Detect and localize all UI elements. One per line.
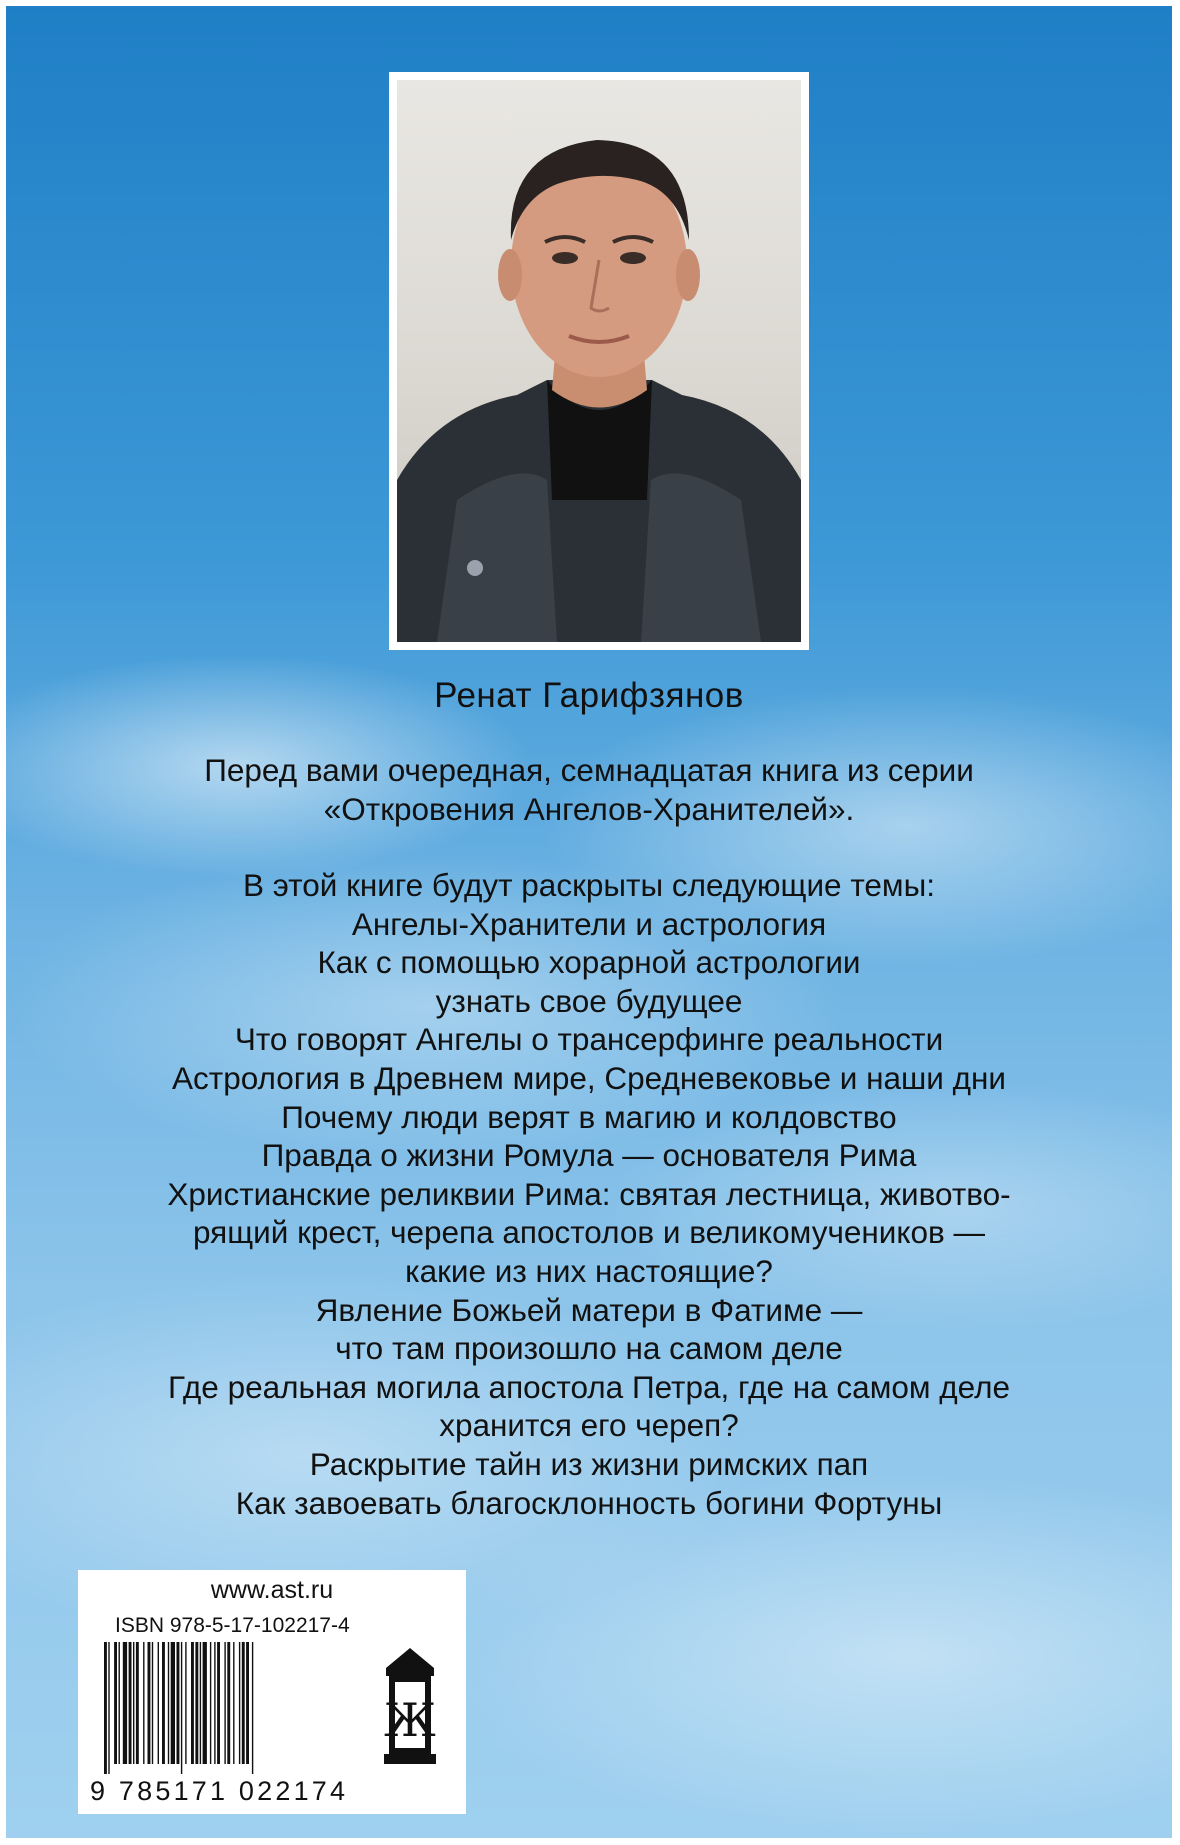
topic-line: Явление Божьей матери в Фатиме —: [315, 1291, 863, 1328]
barcode-bar: [227, 1642, 230, 1764]
topics-intro: В этой книге будут раскрыты следующие темы:: [243, 867, 935, 903]
description-line: Перед вами очередная, семнадцатая книга из серии: [204, 752, 974, 788]
barcode-bar: [168, 1642, 169, 1764]
lantern-logo-icon: [382, 1646, 438, 1766]
barcode-bar: [133, 1642, 134, 1764]
topic-line: Астрология в Древнем мире, Средневековье и наши дни: [172, 1059, 1006, 1096]
topic-line: Правда о жизни Ромула — основателя Рима: [261, 1137, 917, 1174]
barcode-bar: [224, 1642, 225, 1764]
topic-line: Как завоевать благосклонность богини Фортуны: [235, 1484, 943, 1521]
barcode-bar: [177, 1642, 180, 1764]
topic-line: Раскрытие тайн из жизни римских пап: [309, 1445, 869, 1482]
barcode-bar: [185, 1642, 186, 1764]
barcode-bar: [214, 1642, 215, 1764]
barcode-bar: [200, 1642, 201, 1764]
barcode-bar: [191, 1642, 194, 1764]
barcode-bar: [217, 1642, 220, 1764]
barcode-bar: [143, 1642, 144, 1764]
barcode-bar: [158, 1642, 159, 1764]
barcode-bar: [233, 1642, 234, 1764]
barcode-bar: [119, 1642, 120, 1764]
ean-digits: 9 785171 022174: [90, 1776, 349, 1806]
barcode-bar: [123, 1642, 127, 1764]
topic-line: Где реальная могила апостола Петра, где на самом деле: [167, 1368, 1011, 1405]
barcode-bar: [195, 1642, 198, 1764]
barcode-bar: [203, 1642, 207, 1764]
topic-line: какие из них настоящие?: [405, 1252, 773, 1289]
author-photo-frame: [389, 72, 809, 650]
book-back-cover: [6, 6, 1172, 1838]
topic-line: Что говорят Ангелы о трансерфинге реальности: [234, 1021, 944, 1058]
topic-line: Христианские реликвии Рима: святая лестница, животво-: [167, 1175, 1011, 1212]
topic-line: рящий крест, черепа апостолов и великомучеников —: [192, 1214, 986, 1251]
barcode-bar: [152, 1642, 153, 1764]
barcode-bar: [242, 1642, 245, 1764]
topic-line: Как с помощью хорарной астрологии: [317, 944, 861, 981]
barcode-bar: [210, 1642, 211, 1764]
author-portrait-icon: [397, 80, 801, 642]
book-description: [6, 751, 1172, 828]
barcode-bar: [252, 1642, 253, 1774]
barcode-bar: [108, 1642, 109, 1774]
barcode-panel: [78, 1570, 466, 1814]
topic-line: узнать свое будущее: [435, 982, 743, 1019]
barcode-bar: [104, 1642, 107, 1774]
svg-text:Ж: Ж: [384, 1693, 436, 1747]
barcode-bar: [129, 1642, 132, 1764]
barcode-bar: [239, 1642, 240, 1764]
description-line: «Откровения Ангелов-Хранителей».: [323, 790, 855, 827]
topic-line: хранится его череп?: [439, 1407, 739, 1444]
topic-line: Почему люди верят в магию и колдовство: [281, 1098, 897, 1135]
barcode-bar: [136, 1642, 139, 1764]
topic-line: Ангелы-Хранители и астрология: [351, 905, 827, 942]
barcode-bar: [171, 1642, 175, 1764]
barcode-bar: [181, 1642, 182, 1774]
publisher-website: www.ast.ru: [210, 1576, 334, 1604]
topic-line: что там произошло на самом деле: [335, 1330, 843, 1367]
author-name: Ренат Гарифзянов: [434, 676, 744, 715]
barcode-bar: [246, 1642, 249, 1764]
barcode-bar: [148, 1642, 151, 1764]
barcode-bar: [162, 1642, 165, 1764]
author-photo: [397, 80, 801, 642]
barcode-bar: [114, 1642, 117, 1764]
isbn-label: ISBN 978-5-17-102217-4: [115, 1614, 350, 1637]
topics-list: [6, 866, 1172, 1522]
barcode-icon: [104, 1642, 372, 1774]
